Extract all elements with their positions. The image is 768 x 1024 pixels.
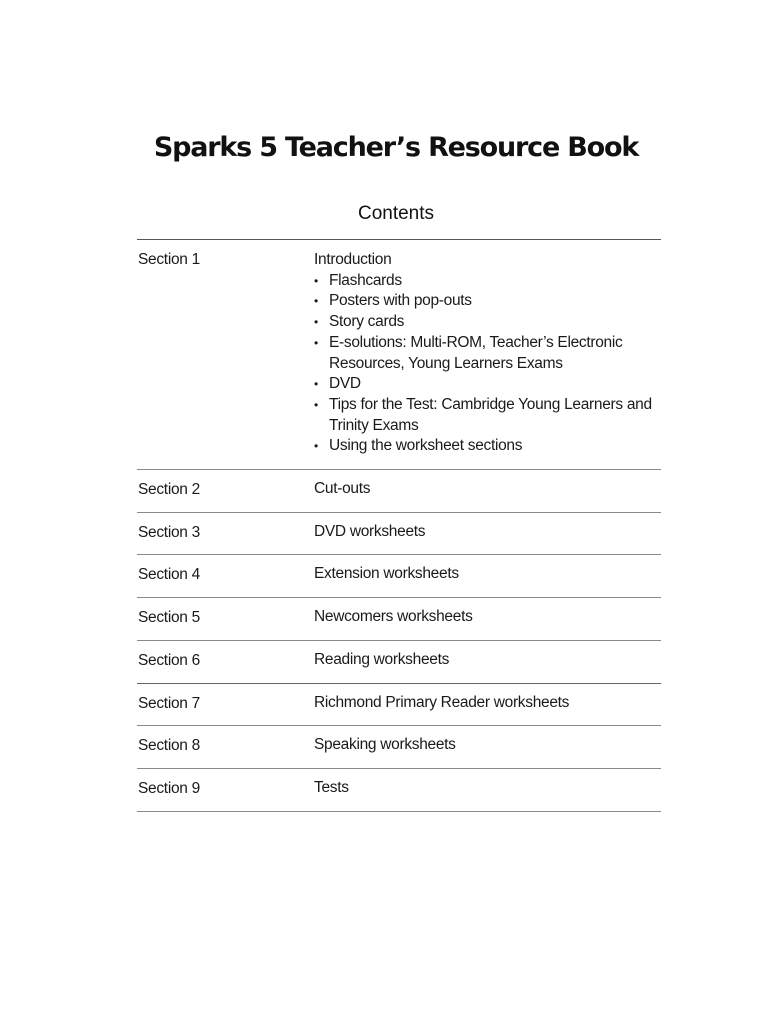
list-item: • E-solutions: Multi-ROM, Teacher’s Electronic Resources, Young Learners Exams xyxy=(314,333,623,372)
list-item: • Using the worksheet sections xyxy=(314,436,661,457)
table-row-section-8 xyxy=(137,726,661,769)
section-label: Section 2 xyxy=(138,481,200,499)
bullet-icon: • xyxy=(314,335,318,350)
section-title: Tests xyxy=(314,778,349,796)
bullet-icon: • xyxy=(314,294,318,309)
section-label: Section 1 xyxy=(138,251,200,268)
table-row-section-2 xyxy=(137,470,661,513)
list-item: • Flashcards xyxy=(314,271,661,292)
table-row-section-3 xyxy=(137,513,661,556)
section-label: Section 5 xyxy=(138,609,200,627)
section-title: Cut-outs xyxy=(314,480,371,498)
section-title: Newcomers worksheets xyxy=(314,608,473,626)
section-1-topic-list xyxy=(314,271,661,457)
section-title: Extension worksheets xyxy=(314,565,459,583)
list-item: • DVD xyxy=(314,374,661,395)
table-row-section-1 xyxy=(137,240,661,470)
bullet-icon: • xyxy=(314,273,318,288)
contents-table xyxy=(137,239,661,812)
list-item: • Posters with pop-outs xyxy=(314,291,661,312)
table-row-section-9 xyxy=(137,769,661,812)
list-item: • Story cards xyxy=(314,312,661,333)
bullet-icon: • xyxy=(314,439,318,454)
table-row-section-6 xyxy=(137,641,661,684)
list-item: • Tips for the Test: Cambridge Young Learners and Trinity Exams xyxy=(314,395,652,434)
page-title: Sparks 5 Teacher’s Resource Book xyxy=(153,132,639,163)
bullet-icon: • xyxy=(314,315,318,330)
section-title: DVD worksheets xyxy=(314,522,426,540)
section-label: Section 4 xyxy=(138,566,200,584)
section-title: Introduction xyxy=(314,251,392,268)
table-row-section-4 xyxy=(137,555,661,598)
table-row-section-7 xyxy=(137,684,661,727)
section-label: Section 7 xyxy=(138,694,200,712)
section-label: Section 6 xyxy=(138,651,200,669)
section-title: Richmond Primary Reader worksheets xyxy=(314,693,570,711)
section-label: Section 3 xyxy=(138,523,200,541)
section-label: Section 9 xyxy=(138,779,200,797)
contents-heading: Contents xyxy=(357,203,435,224)
section-title: Reading worksheets xyxy=(314,650,450,668)
table-row-section-5 xyxy=(137,598,661,641)
section-title: Speaking worksheets xyxy=(314,736,456,754)
bullet-icon: • xyxy=(314,377,318,392)
bullet-icon: • xyxy=(314,397,318,412)
section-content xyxy=(314,240,661,469)
section-label: Section 8 xyxy=(138,737,200,755)
